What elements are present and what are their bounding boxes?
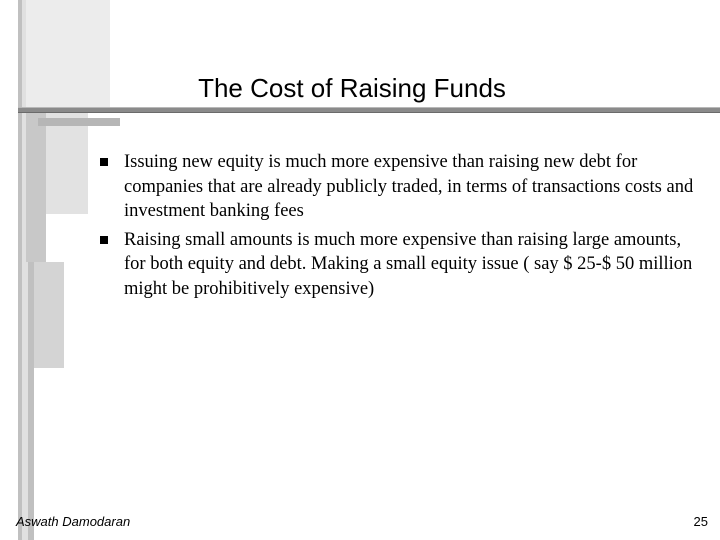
decor-block-3: [34, 262, 64, 368]
bullet-text: Raising small amounts is much more expensive than raising large amounts, for both equity and debt. Making a small equity issue ( say $ 25-$ 50 million might be prohibitively expensive): [124, 229, 693, 299]
title-rule: [18, 107, 720, 113]
page-number: 25: [693, 514, 708, 529]
bullet-item: [96, 150, 696, 224]
decor-block-1: [26, 110, 46, 262]
bullet-item: [96, 228, 696, 302]
bullet-list: [96, 150, 696, 305]
square-bullet-icon: [100, 158, 108, 166]
slide-title: The Cost of Raising Funds: [198, 73, 506, 103]
bullet-text: Issuing new equity is much more expensive than raising new debt for companies that are already publicly traded, in terms of transactions costs and investment banking fees: [124, 152, 694, 221]
decor-block-top: [26, 0, 110, 108]
footer-author: Aswath Damodaran: [16, 514, 131, 529]
square-bullet-icon: [100, 236, 108, 244]
decor-block-4: [38, 118, 120, 126]
